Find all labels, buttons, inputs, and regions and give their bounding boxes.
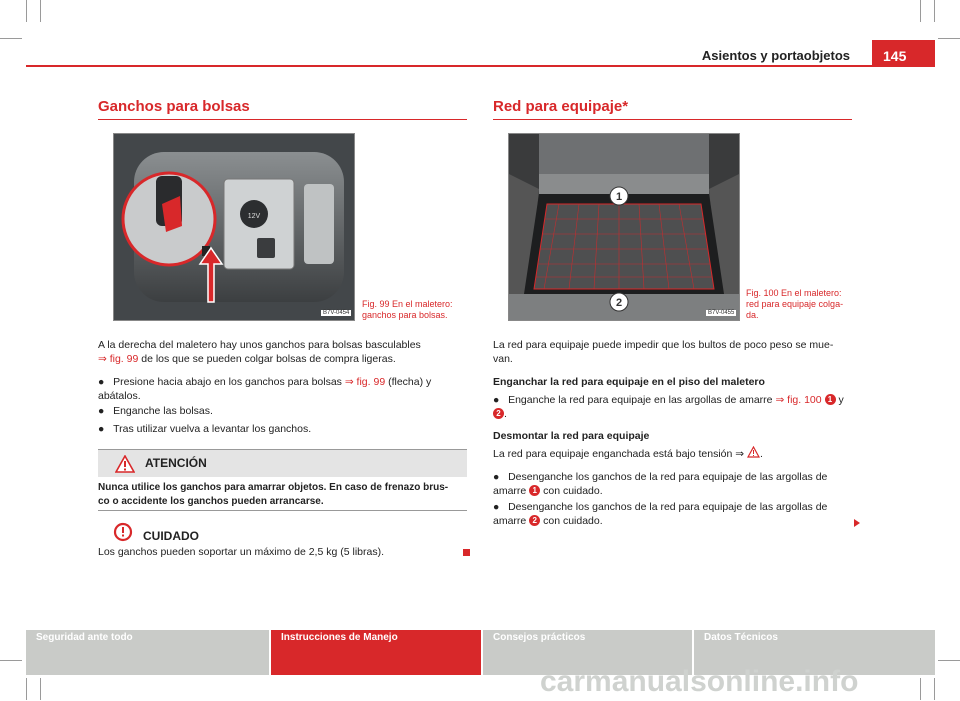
crop-mark	[934, 0, 935, 22]
figure-99-illustration	[114, 134, 354, 320]
crop-mark	[26, 0, 27, 22]
figure-99	[113, 133, 355, 321]
step-line	[493, 514, 852, 528]
fig-link[interactable]: ⇒ fig. 99	[98, 353, 139, 365]
step-text: con cuidado.	[540, 485, 603, 497]
right-step-3	[493, 500, 852, 528]
crop-mark	[40, 678, 41, 700]
right-step-1	[493, 393, 852, 421]
bullet-line: abátalos.	[98, 390, 141, 402]
footer-tab-consejos[interactable]: Consejos prácticos	[483, 630, 692, 675]
crop-mark	[40, 0, 41, 22]
intro-line	[98, 352, 467, 366]
step-text: amarre	[493, 485, 530, 497]
figure-100-illustration	[509, 134, 739, 320]
step-text: Enganche la red para equipaje en las argollas de amarre	[508, 394, 776, 406]
bullet-text: Tras utilizar vuelva a levantar los ganchos.	[113, 423, 312, 435]
intro-line: van.	[493, 353, 513, 365]
warning-ref-icon[interactable]	[747, 446, 760, 458]
warning-title: ATENCIÓN	[145, 456, 207, 470]
figure-100	[508, 133, 740, 321]
caution-icon	[113, 522, 133, 542]
step-text: y	[835, 394, 844, 406]
tension-end: .	[760, 448, 763, 460]
warning-header	[98, 450, 467, 477]
figure-100-caption	[746, 288, 843, 321]
step-text: con cuidado.	[540, 515, 603, 527]
figure-99-code: B7V-0454	[323, 310, 350, 316]
callout-1: 1	[615, 191, 623, 203]
subheading-enganchar: Enganchar la red para equipaje en el piso del maletero	[493, 376, 765, 388]
section-title-ganchos: Ganchos para bolsas	[98, 98, 250, 115]
left-intro	[98, 338, 467, 366]
step-line	[493, 484, 852, 498]
bullet-line: ● Presione hacia abajo en los ganchos para bolsas ⇒ fig. 99 (flecha) y	[98, 376, 432, 388]
crop-mark	[934, 678, 935, 700]
caption-line: ganchos para bolsas.	[362, 310, 448, 320]
fig-link[interactable]: ⇒ fig. 100	[775, 394, 822, 406]
bullet-text: Presione hacia abajo en los ganchos para bolsas	[113, 376, 345, 388]
caption-line: da.	[746, 310, 759, 320]
callout-badge-2: 2	[493, 408, 504, 419]
warning-line: co o accidente los ganchos pueden arrancarse.	[98, 496, 324, 507]
figure-100-code: B7V-0455	[708, 310, 735, 316]
callout-badge-1: 1	[825, 394, 836, 405]
caution-title: CUIDADO	[143, 529, 199, 543]
crop-mark	[920, 678, 921, 700]
step-line	[493, 407, 852, 421]
left-bullet-2: ● Enganche las bolsas.	[98, 405, 213, 417]
subheading-desmontar: Desmontar la red para equipaje	[493, 430, 650, 442]
figure-99-caption	[362, 299, 453, 321]
header-rule	[26, 65, 935, 67]
bullet-text: Enganche las bolsas.	[113, 405, 213, 417]
footer-tab-instrucciones[interactable]: Instrucciones de Manejo	[271, 630, 481, 675]
crop-mark	[938, 38, 960, 39]
step-text: amarre	[493, 515, 530, 527]
caption-line: red para equipaje colga-	[746, 299, 844, 309]
warning-triangle-icon	[115, 455, 135, 473]
tension-text: La red para equipaje enganchada está bajo tensión ⇒	[493, 448, 745, 460]
left-bullet-3: ● Tras utilizar vuelva a levantar los ganchos.	[98, 423, 312, 435]
footer-tab-datos[interactable]: Datos Técnicos	[694, 630, 935, 675]
intro-line: La red para equipaje puede impedir que los bultos de poco peso se mue-	[493, 339, 834, 351]
section-title-red: Red para equipaje*	[493, 98, 629, 115]
section-rule	[493, 119, 852, 120]
caption-line: Fig. 99 En el maletero:	[362, 299, 453, 309]
end-marker	[463, 549, 470, 556]
step-line: ● Desenganche los ganchos de la red para equipaje de las argollas de	[493, 471, 828, 483]
section-rule	[98, 119, 467, 120]
step-text: .	[504, 408, 507, 420]
caption-line: Fig. 100 En el maletero:	[746, 288, 842, 298]
right-step-2	[493, 470, 852, 498]
callout-2: 2	[615, 297, 623, 309]
bullet-text: (flecha) y	[385, 376, 432, 388]
right-tension-text	[493, 446, 852, 461]
caution-text: Los ganchos pueden soportar un máximo de 2,5 kg (5 libras).	[98, 546, 384, 558]
continue-arrow-icon	[853, 518, 861, 528]
warning-body	[98, 481, 467, 509]
fig-link[interactable]: ⇒ fig. 99	[344, 376, 386, 388]
page-number: 145	[872, 40, 935, 67]
crop-mark	[0, 660, 22, 661]
watermark: carmanualsonline.info	[540, 665, 859, 698]
step-line: ● Desenganche los ganchos de la red para equipaje de las argollas de	[493, 501, 828, 513]
socket-label: 12V	[247, 213, 261, 220]
crop-mark	[920, 0, 921, 22]
footer-tab-seguridad[interactable]: Seguridad ante todo	[26, 630, 269, 675]
warning-line: Nunca utilice los ganchos para amarrar objetos. En caso de frenazo brus-	[98, 482, 449, 493]
right-intro	[493, 338, 852, 366]
crop-mark	[938, 660, 960, 661]
left-bullet-1	[98, 375, 467, 403]
running-header-title: Asientos y portaobjetos	[701, 48, 850, 63]
intro-line-rest: de los que se pueden colgar bolsas de compra ligeras.	[138, 353, 396, 365]
callout-badge-2: 2	[529, 515, 540, 526]
step-text: Desenganche los ganchos de la red para equipaje de las argollas de	[508, 471, 828, 483]
step-text: Desenganche los ganchos de la red para equipaje de las argollas de	[508, 501, 828, 513]
crop-mark	[0, 38, 22, 39]
step-line: ● Enganche la red para equipaje en las argollas de amarre ⇒ fig. 100 1 y	[493, 394, 844, 406]
crop-mark	[26, 678, 27, 700]
callout-badge-1: 1	[529, 485, 540, 496]
warning-box	[98, 449, 467, 511]
intro-line: A la derecha del maletero hay unos ganchos para bolsas basculables	[98, 339, 421, 351]
